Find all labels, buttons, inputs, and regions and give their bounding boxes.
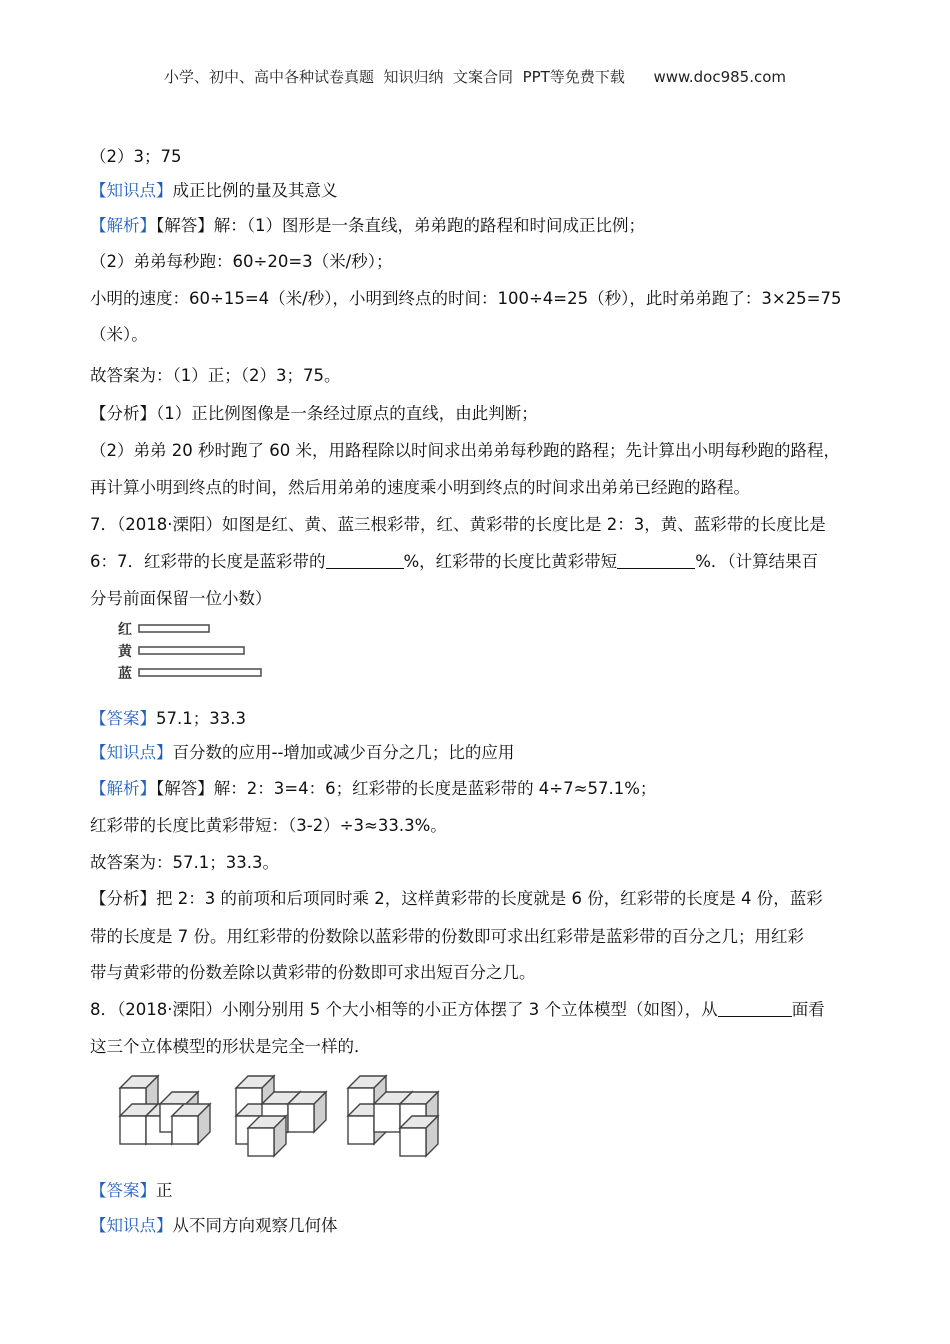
- q7-knowledge: [90, 742, 514, 764]
- answer-blank: [718, 1000, 792, 1017]
- answer-text: 57.1；33.3: [156, 709, 246, 728]
- fenxi-tag: 【分析】: [90, 404, 156, 423]
- q6-analysis-2: （2）弟弟每秒跑：60÷20=3（米/秒）；: [90, 252, 393, 271]
- q7-answer: [90, 708, 246, 730]
- q7-stem-2b: %，红彩带的长度比黄彩带短: [403, 552, 618, 571]
- q6-knowledge: [90, 180, 338, 202]
- q6-fenxi-1: [90, 403, 538, 425]
- answer-blank: [617, 552, 695, 569]
- analysis-text: 【解答】解：（1）图形是一条直线，弟弟跑的路程和时间成正比例；: [156, 216, 645, 235]
- q6-fenxi-2: （2）弟弟 20 秒时跑了 60 米，用路程除以时间求出弟弟每秒跑的路程；先计算出小明每秒跑的路程，: [90, 441, 840, 460]
- cube-model-1: [120, 1076, 210, 1144]
- answer-blank: [326, 552, 404, 569]
- cube-model-2: [236, 1076, 326, 1156]
- analysis-tag: 【解析】: [90, 779, 156, 798]
- answer-text: 正: [156, 1181, 173, 1200]
- q7-fenxi-1: [90, 888, 823, 910]
- ribbon-yellow: [139, 647, 244, 654]
- q6-analysis-4: （米）。: [90, 325, 148, 344]
- q8-knowledge: [90, 1215, 338, 1237]
- cube-models-figure: [112, 1068, 452, 1160]
- q7-analysis-1: [90, 778, 656, 800]
- ribbon-label-yellow: 黄: [118, 644, 132, 660]
- q7-analysis-3: 故答案为：57.1；33.3。: [90, 853, 279, 872]
- q6-fenxi-3: 再计算小明到终点的时间，然后用弟弟的速度乘小明到终点的时间求出弟弟已经跑的路程。: [90, 478, 750, 497]
- analysis-tag: 【解析】: [90, 216, 156, 235]
- q7-stem-2c: %．（计算结果百: [695, 552, 819, 571]
- fenxi-text: 把 2：3 的前项和后项同时乘 2，这样黄彩带的长度就是 6 份，红彩带的长度是 4 份，蓝彩: [156, 889, 823, 908]
- knowledge-text: 百分数的应用--增加或减少百分之几；比的应用: [172, 743, 515, 762]
- q6-analysis-5: 故答案为：（1）正；（2）3；75。: [90, 366, 341, 385]
- q7-analysis-2: 红彩带的长度比黄彩带短：（3-2）÷3≈33.3%。: [90, 816, 447, 835]
- q7-stem-1: 7．（2018·溧阳）如图是红、黄、蓝三根彩带，红、黄彩带的长度比是 2：3，黄、蓝彩带的长度比是: [90, 515, 826, 534]
- answer-tag: 【答案】: [90, 709, 156, 728]
- knowledge-text: 成正比例的量及其意义: [172, 181, 338, 200]
- q6-answer-part2: （2）3；75: [90, 147, 182, 166]
- knowledge-tag: 【知识点】: [90, 743, 173, 762]
- knowledge-text: 从不同方向观察几何体: [172, 1216, 338, 1235]
- knowledge-tag: 【知识点】: [90, 1216, 173, 1235]
- ribbon-label-red: 红: [118, 622, 132, 638]
- q7-stem-3: 分号前面保留一位小数）: [90, 589, 272, 608]
- fenxi-tag: 【分析】: [90, 889, 156, 908]
- q8-answer: [90, 1180, 173, 1202]
- q7-stem-2a: 6：7．红彩带的长度是蓝彩带的: [90, 552, 326, 571]
- q8-stem-1a: 8．（2018·溧阳）小刚分别用 5 个大小相等的小正方体摆了 3 个立体模型（如图），从: [90, 1000, 718, 1019]
- analysis-text: 【解答】解：2：3=4：6；红彩带的长度是蓝彩带的 4÷7≈57.1%；: [156, 779, 657, 798]
- fenxi-text: （1）正比例图像是一条经过原点的直线，由此判断；: [156, 404, 538, 423]
- ribbon-red: [139, 625, 209, 632]
- ribbon-blue: [139, 669, 261, 676]
- cube-model-3: [348, 1076, 438, 1156]
- ribbons-figure: [112, 616, 282, 684]
- q6-analysis-3: 小明的速度：60÷15=4（米/秒），小明到终点的时间：100÷4=25（秒），此时弟弟跑了：3×25=75: [90, 289, 842, 308]
- q7-fenxi-2: 带的长度是 7 份。用红彩带的份数除以蓝彩带的份数即可求出红彩带是蓝彩带的百分之几；用红彩: [90, 927, 804, 946]
- page-header: 小学、初中、高中各种试卷真题 知识归纳 文案合同 PPT等免费下载 www.doc985.com: [163, 68, 787, 86]
- q8-stem-1b: 面看: [791, 1000, 825, 1019]
- answer-tag: 【答案】: [90, 1181, 156, 1200]
- q6-analysis-1: [90, 215, 645, 237]
- q7-stem-2: [90, 551, 818, 573]
- ribbon-label-blue: 蓝: [118, 666, 132, 682]
- q7-fenxi-3: 带与黄彩带的份数差除以黄彩带的份数即可求出短百分之几。: [90, 963, 536, 982]
- knowledge-tag: 【知识点】: [90, 181, 173, 200]
- q8-stem-1: [90, 999, 825, 1021]
- q8-stem-2: 这三个立体模型的形状是完全一样的．: [90, 1037, 371, 1056]
